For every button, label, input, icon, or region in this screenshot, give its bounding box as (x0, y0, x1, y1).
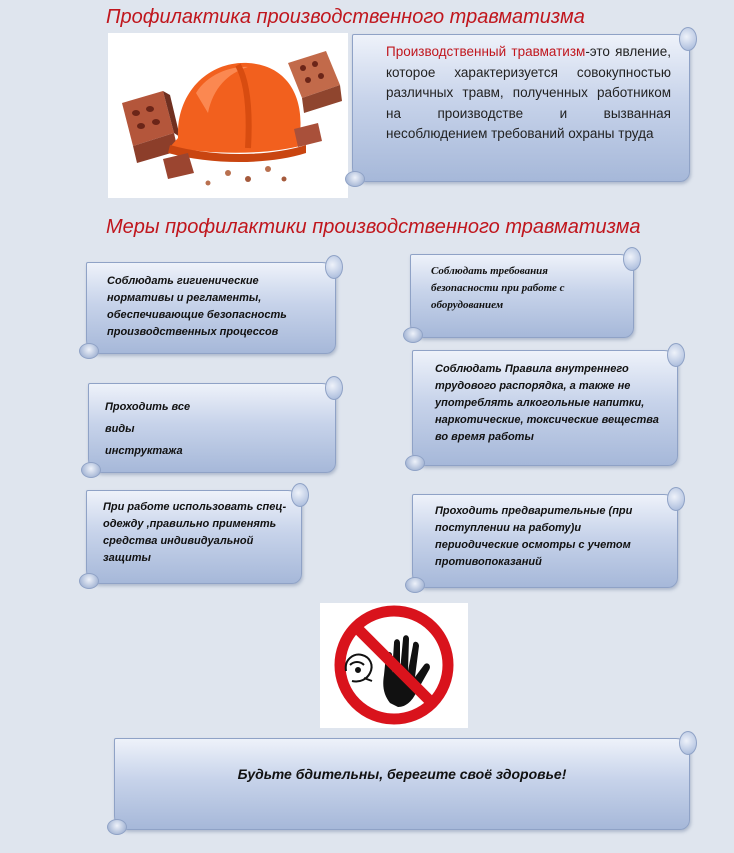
measure-scroll-medical (412, 494, 678, 588)
measure-scroll-protection (86, 490, 302, 584)
measure-scroll-briefing (88, 383, 336, 473)
section-subtitle: Меры профилактики производственного травматизма (106, 216, 641, 238)
helmet-and-bricks-image (108, 33, 348, 198)
slogan-scroll (114, 738, 690, 830)
definition-text (386, 42, 671, 178)
measure-scroll-equipment (410, 254, 634, 338)
page-title: Профилактика производственного травматизма (106, 6, 585, 28)
definition-scroll (352, 34, 690, 182)
measure-scroll-rules (412, 350, 678, 466)
helmet-icon (168, 63, 306, 162)
measure-text: Соблюдать требования безопасности при работе с оборудованием (431, 265, 565, 311)
measure-text: Соблюдать Правила внутреннего трудового распорядка, а также не употреблять алкогольные напитки, наркотические, токсические вещества во время работы (435, 363, 659, 443)
definition-body: -это явление, которое характеризуется совокупностью различных травм, полученных работником на производстве и вызванная несоблюдением требований охраны труда (386, 44, 671, 141)
definition-term: Производственный травматизм (386, 44, 586, 59)
measure-text: При работе использовать спец-одежду ,правильно применять средства индивидуальной защиты (103, 501, 287, 564)
slogan-text: Будьте бдительны, берегите своё здоровье! (237, 766, 567, 782)
measure-text: Проходить все виды инструктажа (105, 401, 191, 457)
no-entry-hand-sign-icon (320, 603, 468, 728)
measure-text: Проходить предварительные (при поступлении на работу)и периодические осмотры с учетом противопоказаний (435, 505, 633, 568)
measure-text: Соблюдать гигиенические нормативы и регламенты, обеспечивающие безопасность производственных процессов (107, 275, 287, 338)
measure-scroll-hygiene (86, 262, 336, 354)
